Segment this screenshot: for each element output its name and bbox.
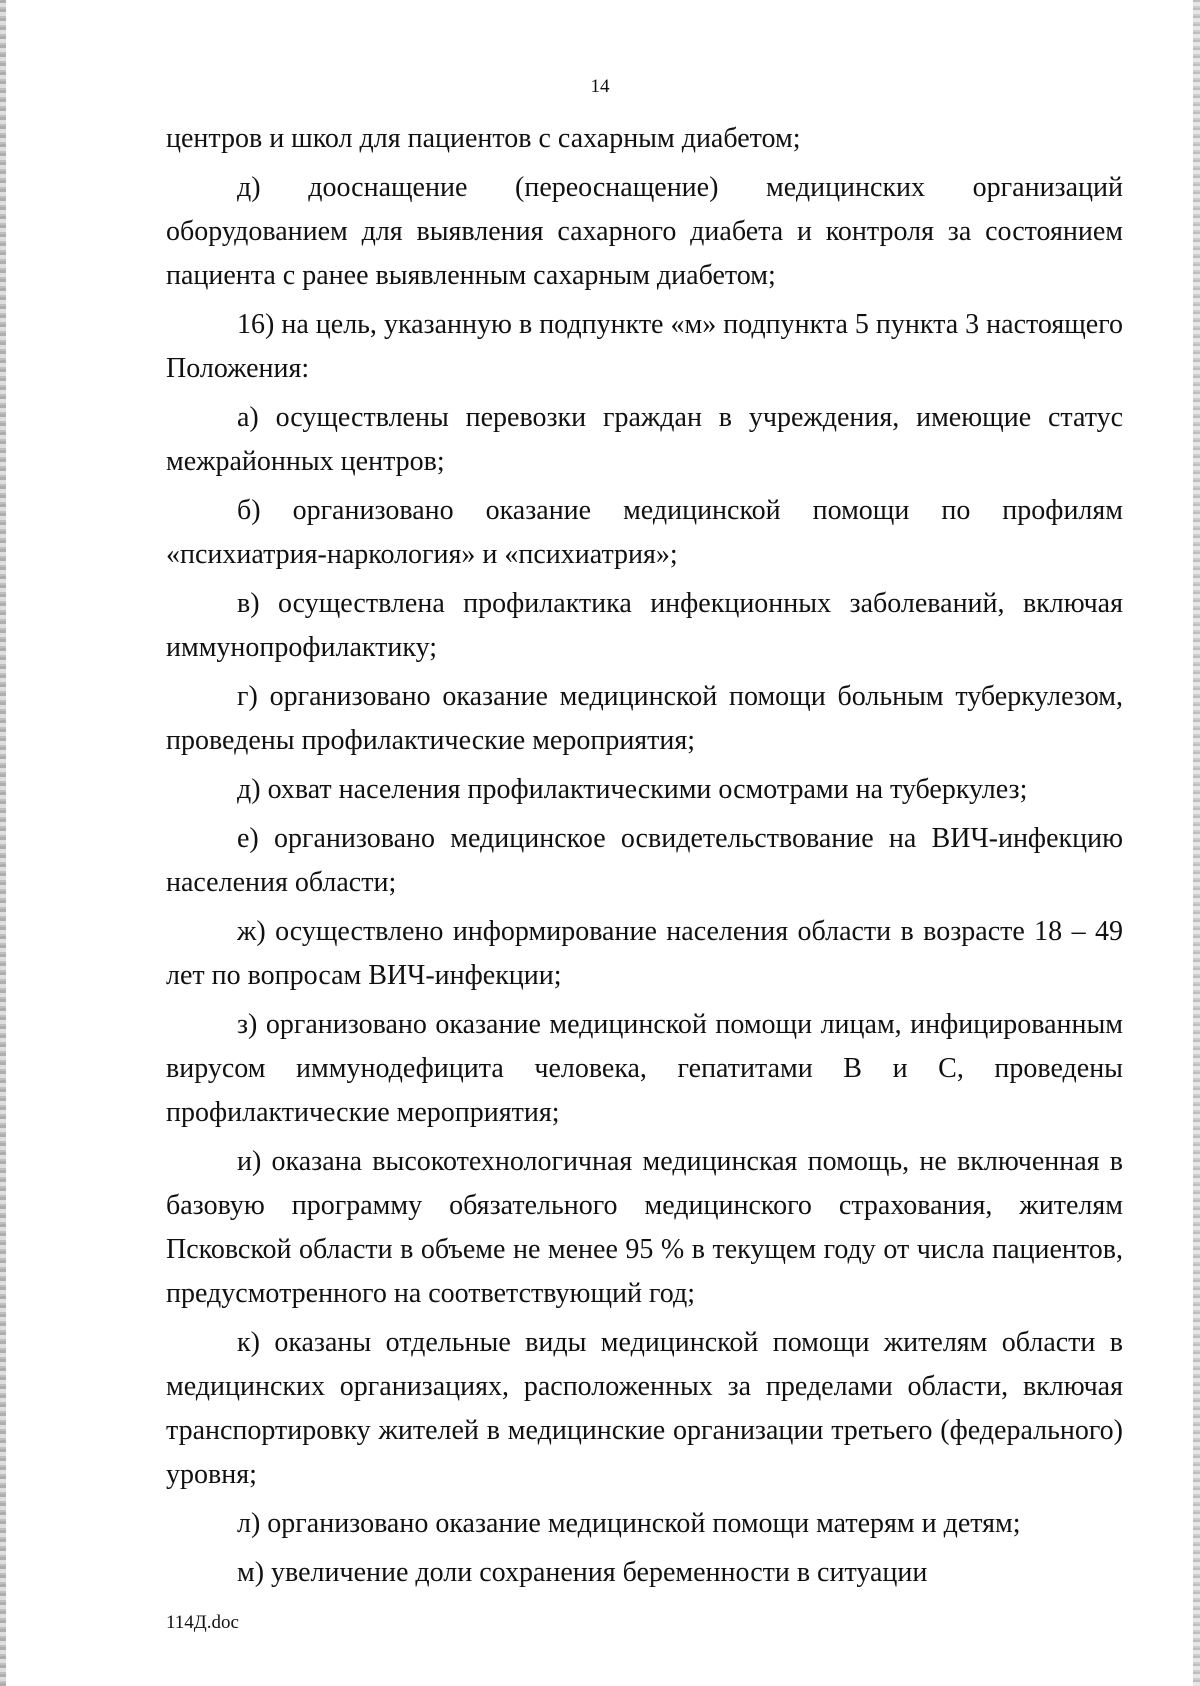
paragraph-item-d-equipment: д) дооснащение (переоснащение) медицинских организаций оборудованием для выявления сахарного диабета и контроля за состоянием пациента с ранее выявленным сахарным диабетом; bbox=[166, 172, 1123, 291]
document-body bbox=[166, 117, 1123, 1600]
paragraph-item-l: л) организовано оказание медицинской помощи матерям и детям; bbox=[237, 1508, 1021, 1539]
footer-filename: 114Д.doc bbox=[166, 1612, 239, 1633]
paragraph-continuation: центров и школ для пациентов с сахарным диабетом; bbox=[166, 123, 801, 154]
paragraph-item-m: м) увеличение доли сохранения беременности в ситуации bbox=[237, 1557, 928, 1588]
paragraph-item-v: в) осуществлена профилактика инфекционных заболеваний, включая иммунопрофилактику; bbox=[166, 588, 1123, 663]
scan-edge-right bbox=[1193, 0, 1200, 1686]
paragraph-item-b: б) организовано оказание медицинской помощи по профилям «психиатрия-наркология» и «психиатрия»; bbox=[166, 495, 1123, 570]
paragraph-item-a: а) осуществлены перевозки граждан в учреждения, имеющие статус межрайонных центров; bbox=[166, 402, 1123, 477]
paragraph-item-e: е) организовано медицинское освидетельствование на ВИЧ-инфекцию населения области; bbox=[166, 823, 1123, 898]
paragraph-item-g: г) организовано оказание медицинской помощи больным туберкулезом, проведены профилактические мероприятия; bbox=[166, 681, 1123, 756]
paragraph-item-zh: ж) осуществлено информирование населения области в возрасте 18 – 49 лет по вопросам ВИЧ-инфекции; bbox=[166, 916, 1123, 991]
paragraph-item-i: и) оказана высокотехнологичная медицинская помощь, не включенная в базовую программу обязательного медицинского страхования, жителям Псковской области в объеме не менее 95 % в текущем году от числа пациентов, предусмотренного на соответствующий год; bbox=[166, 1146, 1123, 1309]
paragraph-item-z: з) организовано оказание медицинской помощи лицам, инфицированным вирусом иммунодефицита человека, гепатитами В и С, проведены профилактические мероприятия; bbox=[166, 1009, 1123, 1128]
page-number: 14 bbox=[590, 76, 610, 97]
paragraph-item-k: к) оказаны отдельные виды медицинской помощи жителям области в медицинских организациях, расположенных за пределами области, включая транспортировку жителей в медицинские организации третьего (федерального) уровня; bbox=[166, 1327, 1123, 1490]
paragraph-item-16: 16) на цель, указанную в подпункте «м» подпункта 5 пункта 3 настоящего Положения: bbox=[166, 309, 1123, 384]
scan-edge-left bbox=[0, 0, 6, 1686]
paragraph-item-d: д) охват населения профилактическими осмотрами на туберкулез; bbox=[237, 774, 1028, 805]
